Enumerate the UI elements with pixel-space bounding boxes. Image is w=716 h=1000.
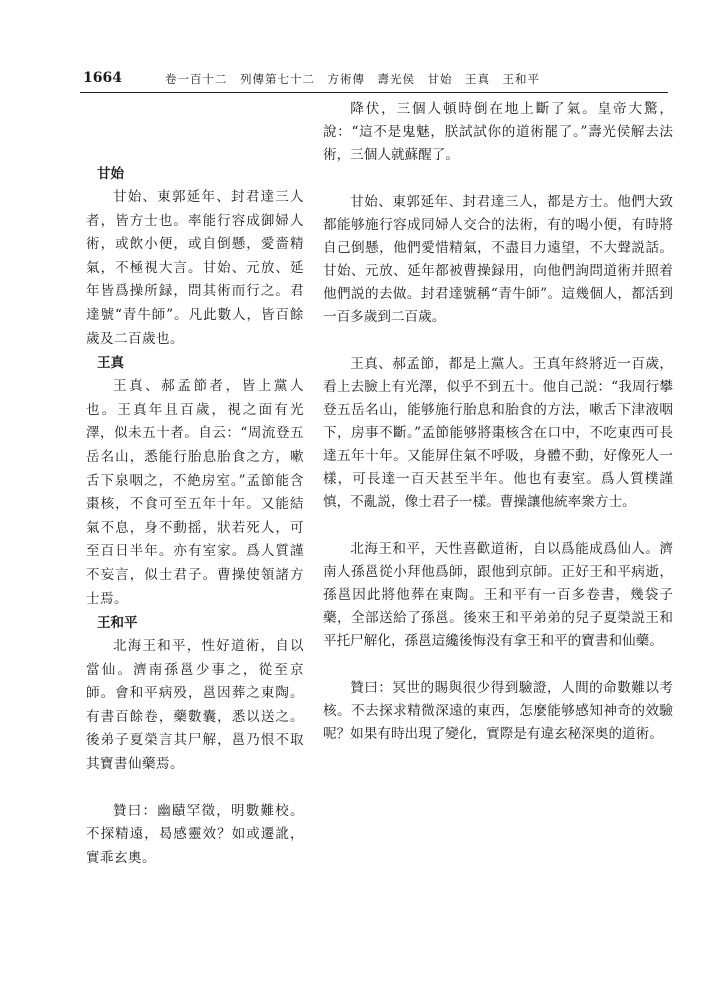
classical-paragraph-wang-heping: 北海王和平，性好道術，自以當仙。濟南孫邕少事之，從至京師。會和平病殁，邕因葬之東陶。有書百餘卷，藥數囊，悉以送之。後弟子夏榮言其尸解，邕乃恨不取其寶書仙藥焉。 (86, 638, 304, 773)
translation-continuation: 降伏，三個人頓時倒在地上斷了氣。皇帝大驚，說：“這不是鬼魅，朕試試你的道術罷了。”壽光侯解去法術，三個人就蘇醒了。 (323, 101, 673, 163)
classical-zan: 贊曰：幽賾罕徵，明數難校。不探精遠，曷感靈效？如或遷訛，實乖玄奧。 (86, 802, 304, 866)
translation-paragraph-gan-shi: 甘始、東郭延年、封君達三人，都是方士。他們大致都能够施行容成同婦人交合的法術，有的喝小便，有時將自己倒懸，他們愛惜精氣，不盡目力遠望，不大聲説話。甘始、元放、延年都被曹操録用，向他們詢問道術并照着他們説的去做。封君達號稱“青牛師”。這幾個人，都活到一百多歲到二百歲。 (323, 194, 673, 325)
classical-paragraph-gan-shi: 甘始、東郭延年、封君達三人者，皆方士也。率能行容成御婦人術，或飲小便，或自倒懸，愛嗇精氣，不極視大言。甘始、元放、延年皆爲操所録，問其術而行之。君達號“青牛師”。凡此數人，皆百餘歲及二百歲也。 (86, 189, 304, 347)
section-title-gan-shi: 甘始 (97, 166, 124, 182)
translation-paragraph-wang-heping: 北海王和平，天性喜歡道術，自以爲能成爲仙人。濟南人孫邕從小拜他爲師，跟他到京師。正好王和平病逝，孫邕因此將他葬在東陶。王和平有一百多卷書，幾袋子藥，全部送給了孫邕。後來王和平弟弟的兒子夏榮説王和平托尸解化，孫邕這纔後悔没有拿王和平的寶書和仙藥。 (323, 541, 673, 649)
header-rule (80, 92, 668, 93)
classical-text-column (86, 98, 304, 870)
translation-paragraph-wang-zhen: 王真、郝孟節，都是上黨人。王真年終將近一百歲，看上去臉上有光澤，似乎不到五十。他自己説：“我周行攀登五岳名山，能够施行胎息和胎食的方法，嗽舌下津液咽下，房事不斷。”孟節能够將棗核含在口中，不吃東西可長達五年十年。又能屏住氣不呼吸，身體不動，好像死人一樣，可長達一百天甚至半年。他也有妻室。爲人質樸謹慎，不亂説，像士君子一樣。曹操讓他統率衆方士。 (323, 356, 673, 510)
running-header: 卷一百十二 列傳第七十二 方術傳 壽光侯 甘始 王真 王和平 (165, 72, 540, 86)
section-title-wang-zhen: 王真 (97, 355, 124, 372)
classical-paragraph-wang-zhen: 王真、郝孟節者，皆上黨人也。王真年且百歲，視之面有光澤，似未五十者。自云：“周流登五岳名山，悉能行胎息胎食之方，嗽舌下泉咽之，不絶房室。”孟節能含棗核，不食可至五年十年。又能結氣不息，身不動摇，狀若死人，可至百日半年。亦有室家。爲人質謹不妄言，似士君子。曹操使領諸方士焉。 (86, 378, 304, 607)
page-number: 1664 (83, 70, 122, 86)
section-title-wang-heping: 王和平 (97, 615, 138, 632)
translation-column (323, 98, 673, 746)
translation-zan: 贊曰：冥世的賜與很少得到驗證，人間的命數難以考核。不去探求精微深遠的東西，怎麼能够感知神奇的效驗呢？如果有時出現了變化，實際是有違玄秘深奥的道術。 (323, 680, 673, 742)
